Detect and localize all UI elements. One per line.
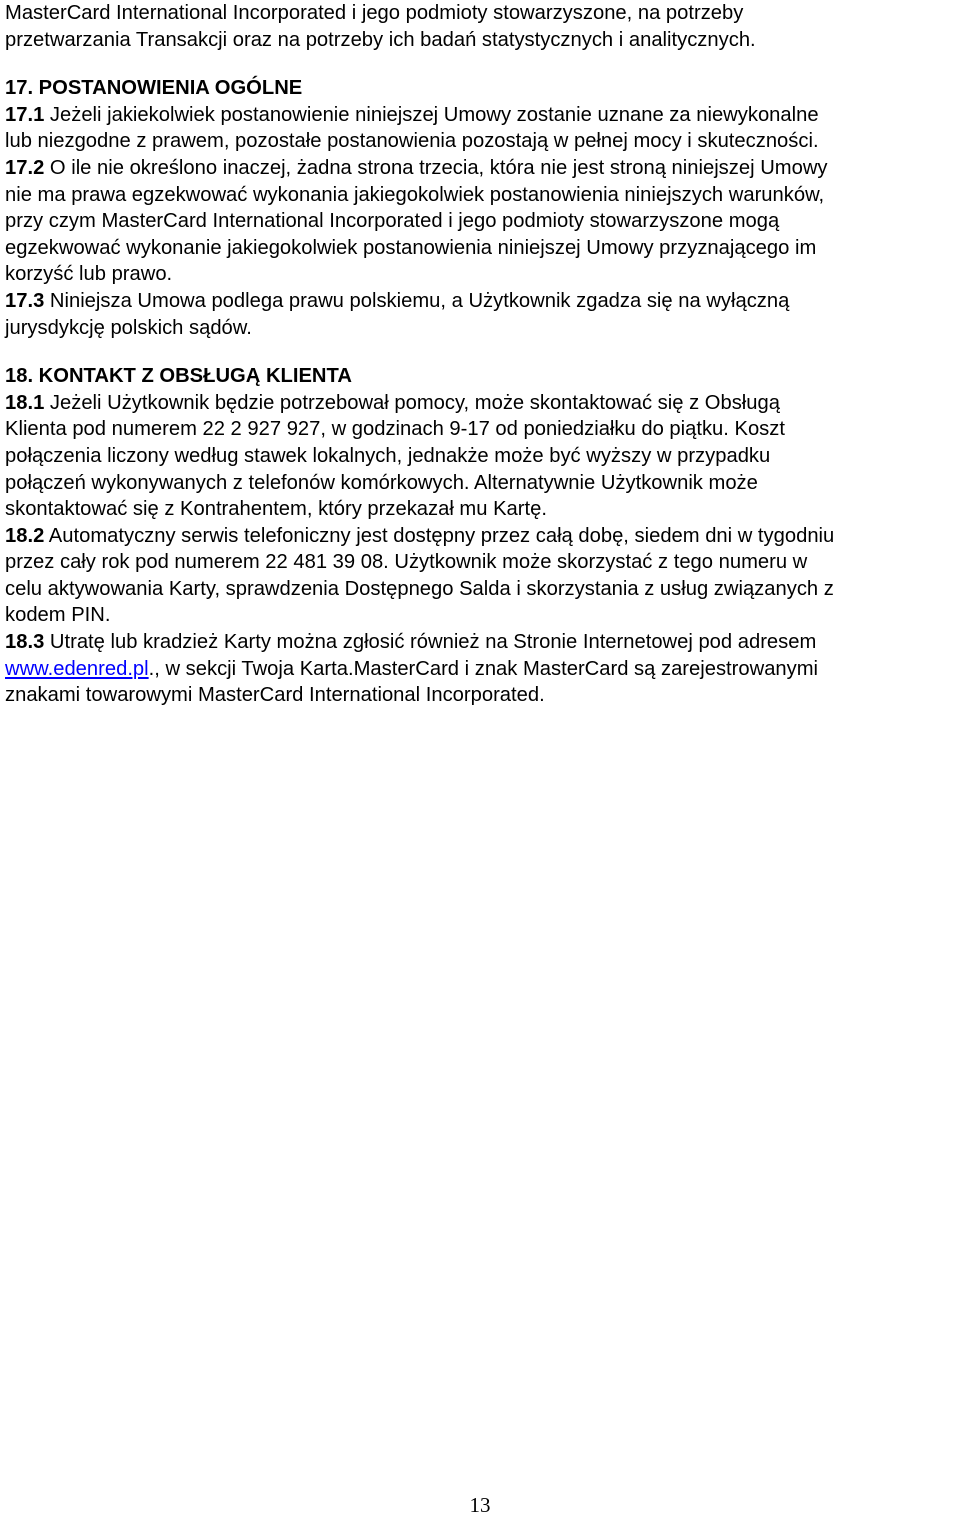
paragraph-17-1-line-1 <box>5 102 960 129</box>
paragraph-text: O ile nie określono inaczej, żadna strona trzecia, która nie jest stroną niniejszej Umowy <box>44 156 828 179</box>
paragraph-18-2-line-1 <box>5 523 960 550</box>
paragraph-18-2-line-2: przez cały rok pod numerem 22 481 39 08. Użytkownik może skorzystać z tego numeru w <box>5 551 808 574</box>
paragraph-18-1-line-1 <box>5 390 960 417</box>
paragraph-18-3-line-2 <box>5 656 960 683</box>
paragraph-text: Jeżeli jakiekolwiek postanowienie niniejszej Umowy zostanie uznane za niewykonalne <box>44 103 819 126</box>
paragraph-number: 18.1 <box>5 391 45 414</box>
paragraph-number: 17.1 <box>5 103 45 126</box>
edenred-website-link[interactable]: www.edenred.pl <box>5 657 149 680</box>
paragraph-number: 17.3 <box>5 289 45 312</box>
paragraph-17-2-line-4: egzekwować wykonanie jakiegokolwiek postanowienia niniejszej Umowy przyznającego im <box>5 236 817 259</box>
section-17-heading: 17. POSTANOWIENIA OGÓLNE <box>5 77 303 100</box>
paragraph-text: Jeżeli Użytkownik będzie potrzebował pomocy, może skontaktować się z Obsługą <box>44 391 780 414</box>
page-number: 13 <box>469 1493 491 1517</box>
paragraph-number: 17.2 <box>5 156 45 179</box>
paragraph-18-1-line-3: połączenia liczony według stawek lokalnych, jednakże może być wyższy w przypadku <box>5 444 771 467</box>
paragraph-17-2-line-3: przy czym MasterCard International Incorporated i jego podmioty stowarzyszone mogą <box>5 210 780 233</box>
spacer <box>5 53 960 75</box>
paragraph-text: Automatyczny serwis telefoniczny jest dostępny przez całą dobę, siedem dni w tygodniu <box>44 524 835 547</box>
paragraph-17-1-line-2: lub niezgodne z prawem, pozostałe postanowienia pozostają w pełnej mocy i skuteczności. <box>5 130 819 153</box>
paragraph-number: 18.2 <box>5 524 45 547</box>
paragraph-text: ., w sekcji Twoja Karta.MasterCard i znak MasterCard są zarejestrowanymi <box>148 657 819 680</box>
paragraph-18-2-line-3: celu aktywowania Karty, sprawdzenia Dostępnego Salda i skorzystania z usług związanych z <box>5 577 834 600</box>
document-body <box>5 0 960 709</box>
intro-line-1: MasterCard International Incorporated i jego podmioty stowarzyszone, na potrzeby <box>5 2 744 24</box>
paragraph-18-1-line-5: skontaktować się z Kontrahentem, który przekazał mu Kartę. <box>5 498 547 521</box>
paragraph-17-3-line-1 <box>5 288 960 315</box>
paragraph-text: Utratę lub kradzież Karty można zgłosić również na Stronie Internetowej pod adresem <box>44 631 817 654</box>
paragraph-17-2-line-2: nie ma prawa egzekwować wykonania jakiegokolwiek postanowienia niniejszych warunków, <box>5 183 825 206</box>
section-18-heading: 18. KONTAKT Z OBSŁUGĄ KLIENTA <box>5 365 352 388</box>
spacer <box>5 341 960 363</box>
paragraph-17-3-line-2: jurysdykcję polskich sądów. <box>5 316 252 339</box>
paragraph-17-2-line-1 <box>5 155 960 182</box>
paragraph-18-3-line-1 <box>5 629 960 656</box>
paragraph-18-2-line-4: kodem PIN. <box>5 604 111 627</box>
paragraph-18-1-line-4: połączeń wykonywanych z telefonów komórkowych. Alternatywnie Użytkownik może <box>5 471 758 494</box>
paragraph-18-3-line-3: znakami towarowymi MasterCard International Incorporated. <box>5 684 545 707</box>
paragraph-18-1-line-2: Klienta pod numerem 22 2 927 927, w godzinach 9-17 od poniedziałku do piątku. Koszt <box>5 418 785 441</box>
paragraph-number: 18.3 <box>5 631 45 654</box>
intro-line-2: przetwarzania Transakcji oraz na potrzeby ich badań statystycznych i analitycznych. <box>5 28 756 51</box>
paragraph-17-2-line-5: korzyść lub prawo. <box>5 263 173 286</box>
paragraph-text: Niniejsza Umowa podlega prawu polskiemu, a Użytkownik zgadza się na wyłączną <box>44 289 790 312</box>
